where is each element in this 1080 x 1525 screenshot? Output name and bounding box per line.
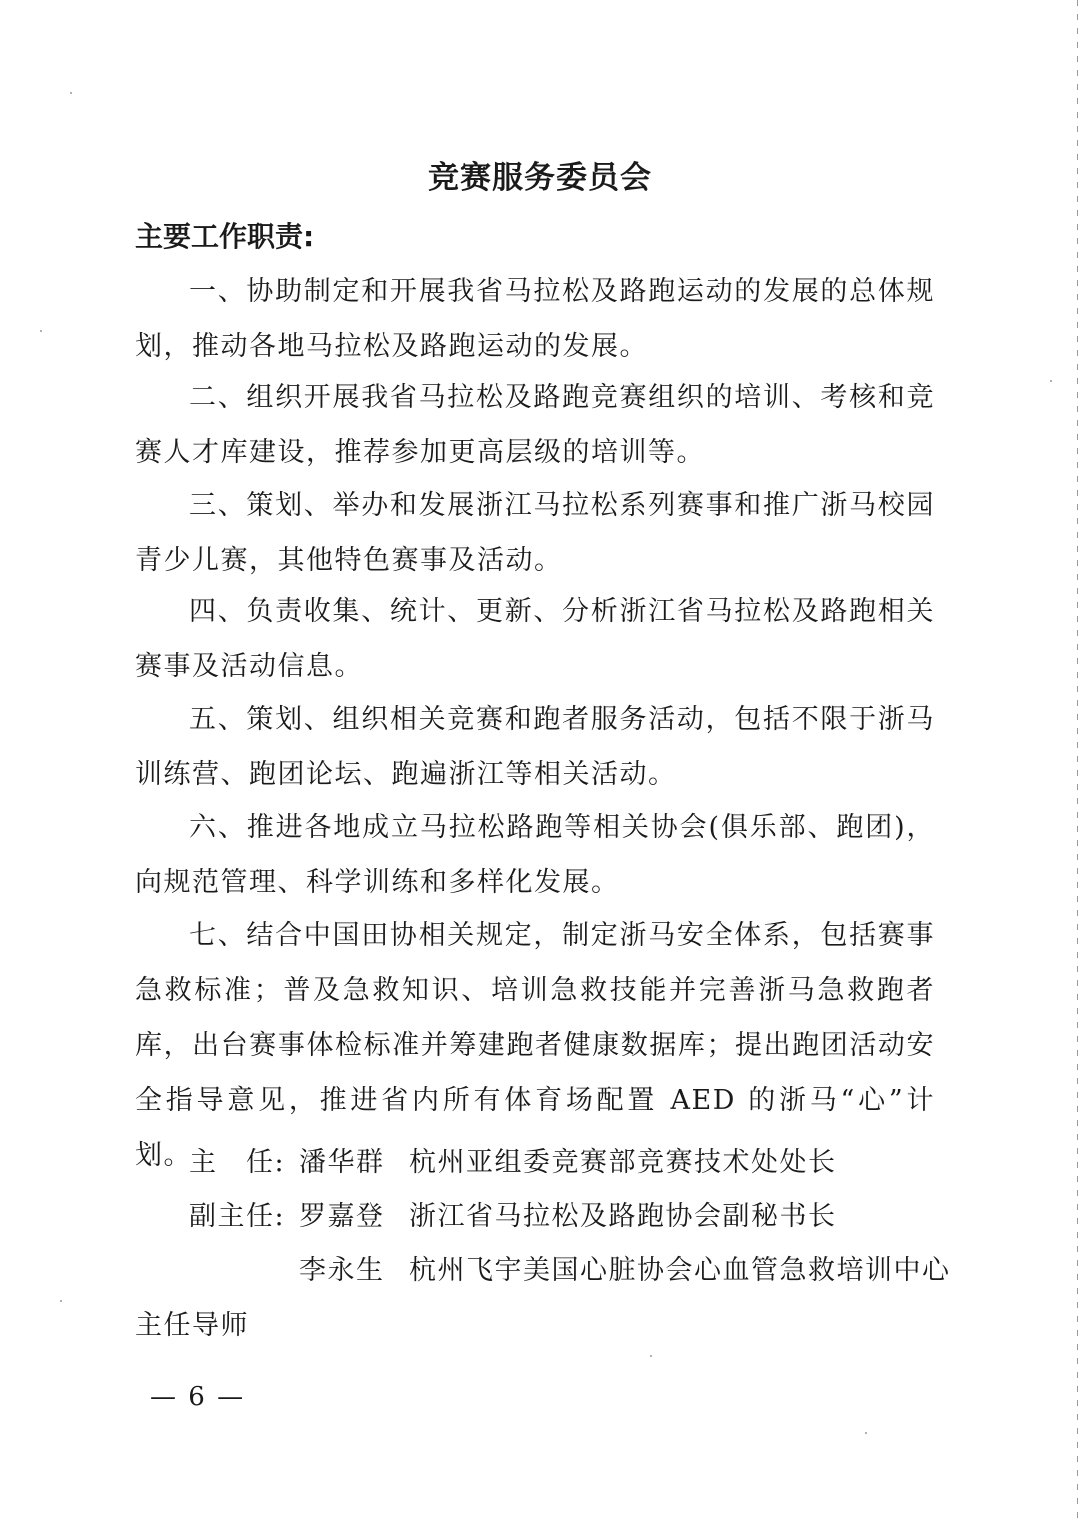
scan-speck xyxy=(60,1300,62,1302)
duty-item-6: 六、推进各地成立马拉松路跑等相关协会(俱乐部、跑团)，向规范管理、科学训练和多样化发展。 xyxy=(135,812,935,898)
member-role: 副主任: xyxy=(189,1201,286,1232)
member-position: 浙江省马拉松及路跑协会副秘书长 xyxy=(409,1201,837,1232)
scan-speck xyxy=(40,330,42,332)
scan-speck xyxy=(70,92,72,94)
member-name: 李永生 xyxy=(299,1255,385,1286)
member-role: 主 任: xyxy=(189,1147,286,1178)
duty-item-3: 三、策划、举办和发展浙江马拉松系列赛事和推广浙马校园青少儿赛，其他特色赛事及活动。 xyxy=(135,490,935,576)
scan-speck xyxy=(1050,380,1052,382)
member-position: 杭州飞宇美国心脏协会心血管急救培训中心 xyxy=(409,1255,951,1286)
page-number: — 6 — xyxy=(150,1382,246,1412)
duty-item-2: 二、组织开展我省马拉松及路跑竞赛组织的培训、考核和竞赛人才库建设，推荐参加更高层级的培训等。 xyxy=(135,382,935,468)
duty-item-1: 一、协助制定和开展我省马拉松及路跑运动的发展的总体规划，推动各地马拉松及路跑运动的发展。 xyxy=(135,276,935,362)
document-title: 竞赛服务委员会 xyxy=(428,160,652,196)
scan-speck xyxy=(865,1432,867,1434)
member-position: 杭州亚组委竞赛部竞赛技术处处长 xyxy=(409,1147,837,1178)
scan-edge-line xyxy=(1077,0,1078,1525)
member-row-director xyxy=(189,1140,837,1179)
member-row-deputy-director xyxy=(189,1194,837,1233)
duty-item-4: 四、负责收集、统计、更新、分析浙江省马拉松及路跑相关赛事及活动信息。 xyxy=(135,596,935,682)
member-name: 罗嘉登 xyxy=(299,1201,385,1232)
duty-item-5: 五、策划、组织相关竞赛和跑者服务活动，包括不限于浙马训练营、跑团论坛、跑遍浙江等相关活动。 xyxy=(135,704,935,790)
section-heading: 主要工作职责: xyxy=(135,220,315,253)
member-name: 潘华群 xyxy=(299,1147,385,1178)
member-row-deputy-director-2 xyxy=(299,1248,951,1287)
scan-speck xyxy=(650,1355,652,1357)
member-position-continuation: 主任导师 xyxy=(135,1310,249,1341)
duty-item-7: 七、结合中国田协相关规定，制定浙马安全体系，包括赛事急救标准；普及急救知识、培训急救技能并完善浙马急救跑者库，出台赛事体检标准并筹建跑者健康数据库；提出跑团活动安全指导意见，推进省内所有体育场配置 AED 的浙马“心”计划。 xyxy=(135,920,935,1171)
